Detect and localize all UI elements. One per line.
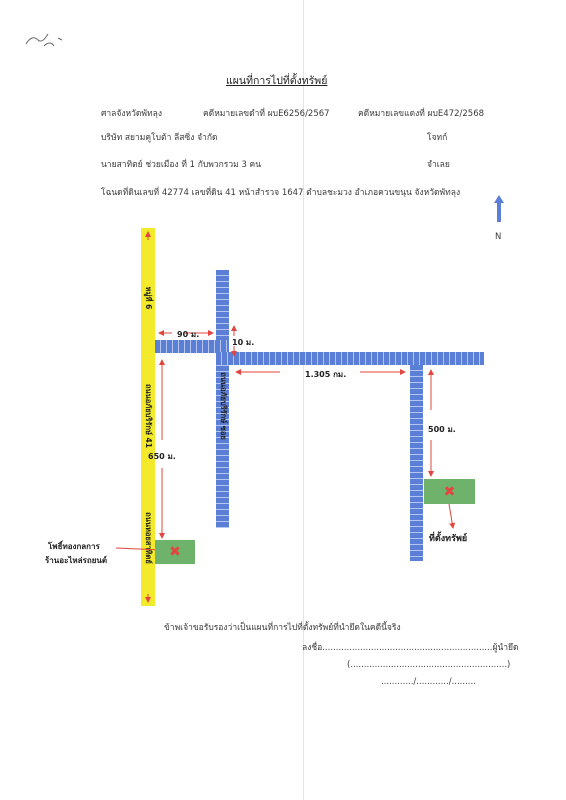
red-case-number: คดีหมายเลขแดงที่ ผบE472/2568 [358,109,485,119]
main-road-label-top: หมู่ที่ 6 [144,286,153,310]
property-label: ที่ตั้งทรัพย์ [429,534,468,544]
black-case-number: คดีหมายเลขดำที่ ผบE6256/2567 [203,109,330,119]
distance-500m: 500 ม. [428,425,456,434]
main-road-label-bottom: ถนนหอยสาทิตย์ [144,512,153,564]
landmark-label-line2: ร้านอะไหล่รถยนต์ [45,556,108,565]
signature-line [302,640,519,654]
landmark-marker-icon: ✖ [169,544,181,560]
signatory-name-line: (..........................................................) [347,660,511,670]
signature-dots: ............................................................... [322,643,493,653]
main-road-label-mid: ถนนอภัยบริรักษ์ 41 [144,384,153,448]
deed-info: โฉนดที่ดินเลขที่ 42774 เลขที่ดิน 41 หน้าสำรวจ 1647 ตำบลชะมวง อำเภอควนขนุน จังหวัดพัทลุง [101,188,461,198]
defendant-role: จำเลย [427,160,450,170]
signature-role: ผู้นำยึด [492,643,519,653]
defendant-name: นายสาทิตย์ ช่วยเมือง ที่ 1 กับพวกรวม 3 คน [101,160,262,170]
distance-10m: 10 ม. [232,338,255,347]
signature-prefix: ลงชื่อ [302,643,323,653]
date-line: ............/............/......... [381,677,476,687]
distance-650m: 650 ม. [148,452,176,461]
property-parcel [424,479,475,504]
court-name: ศาลจังหวัดพัทลุง [101,109,162,119]
page-title: แผนที่การไปที่ตั้งทรัพย์ [226,75,328,87]
property-marker-icon: ✖ [443,483,456,500]
plaintiff-name: บริษัท สยามคูโบต้า ลีสซิ่ง จำกัด [101,133,218,143]
distance-1305km: 1.305 กม. [305,370,347,379]
side-road-label: ถนนอภัยบริรักษ์ ซอย [219,372,228,440]
north-label: N [495,232,502,242]
plaintiff-role: โจทก์ [427,133,448,143]
distance-90m: 90 ม. [177,330,200,339]
landmark-parcel [155,540,195,564]
landmark-label-line1: โพธิ์ทองกลการ [48,542,100,551]
certification-text: ข้าพเจ้าขอรับรองว่าเป็นแผนที่การไปที่ตั้งทรัพย์ที่นำยึดในคดีนี้จริง [164,623,401,633]
